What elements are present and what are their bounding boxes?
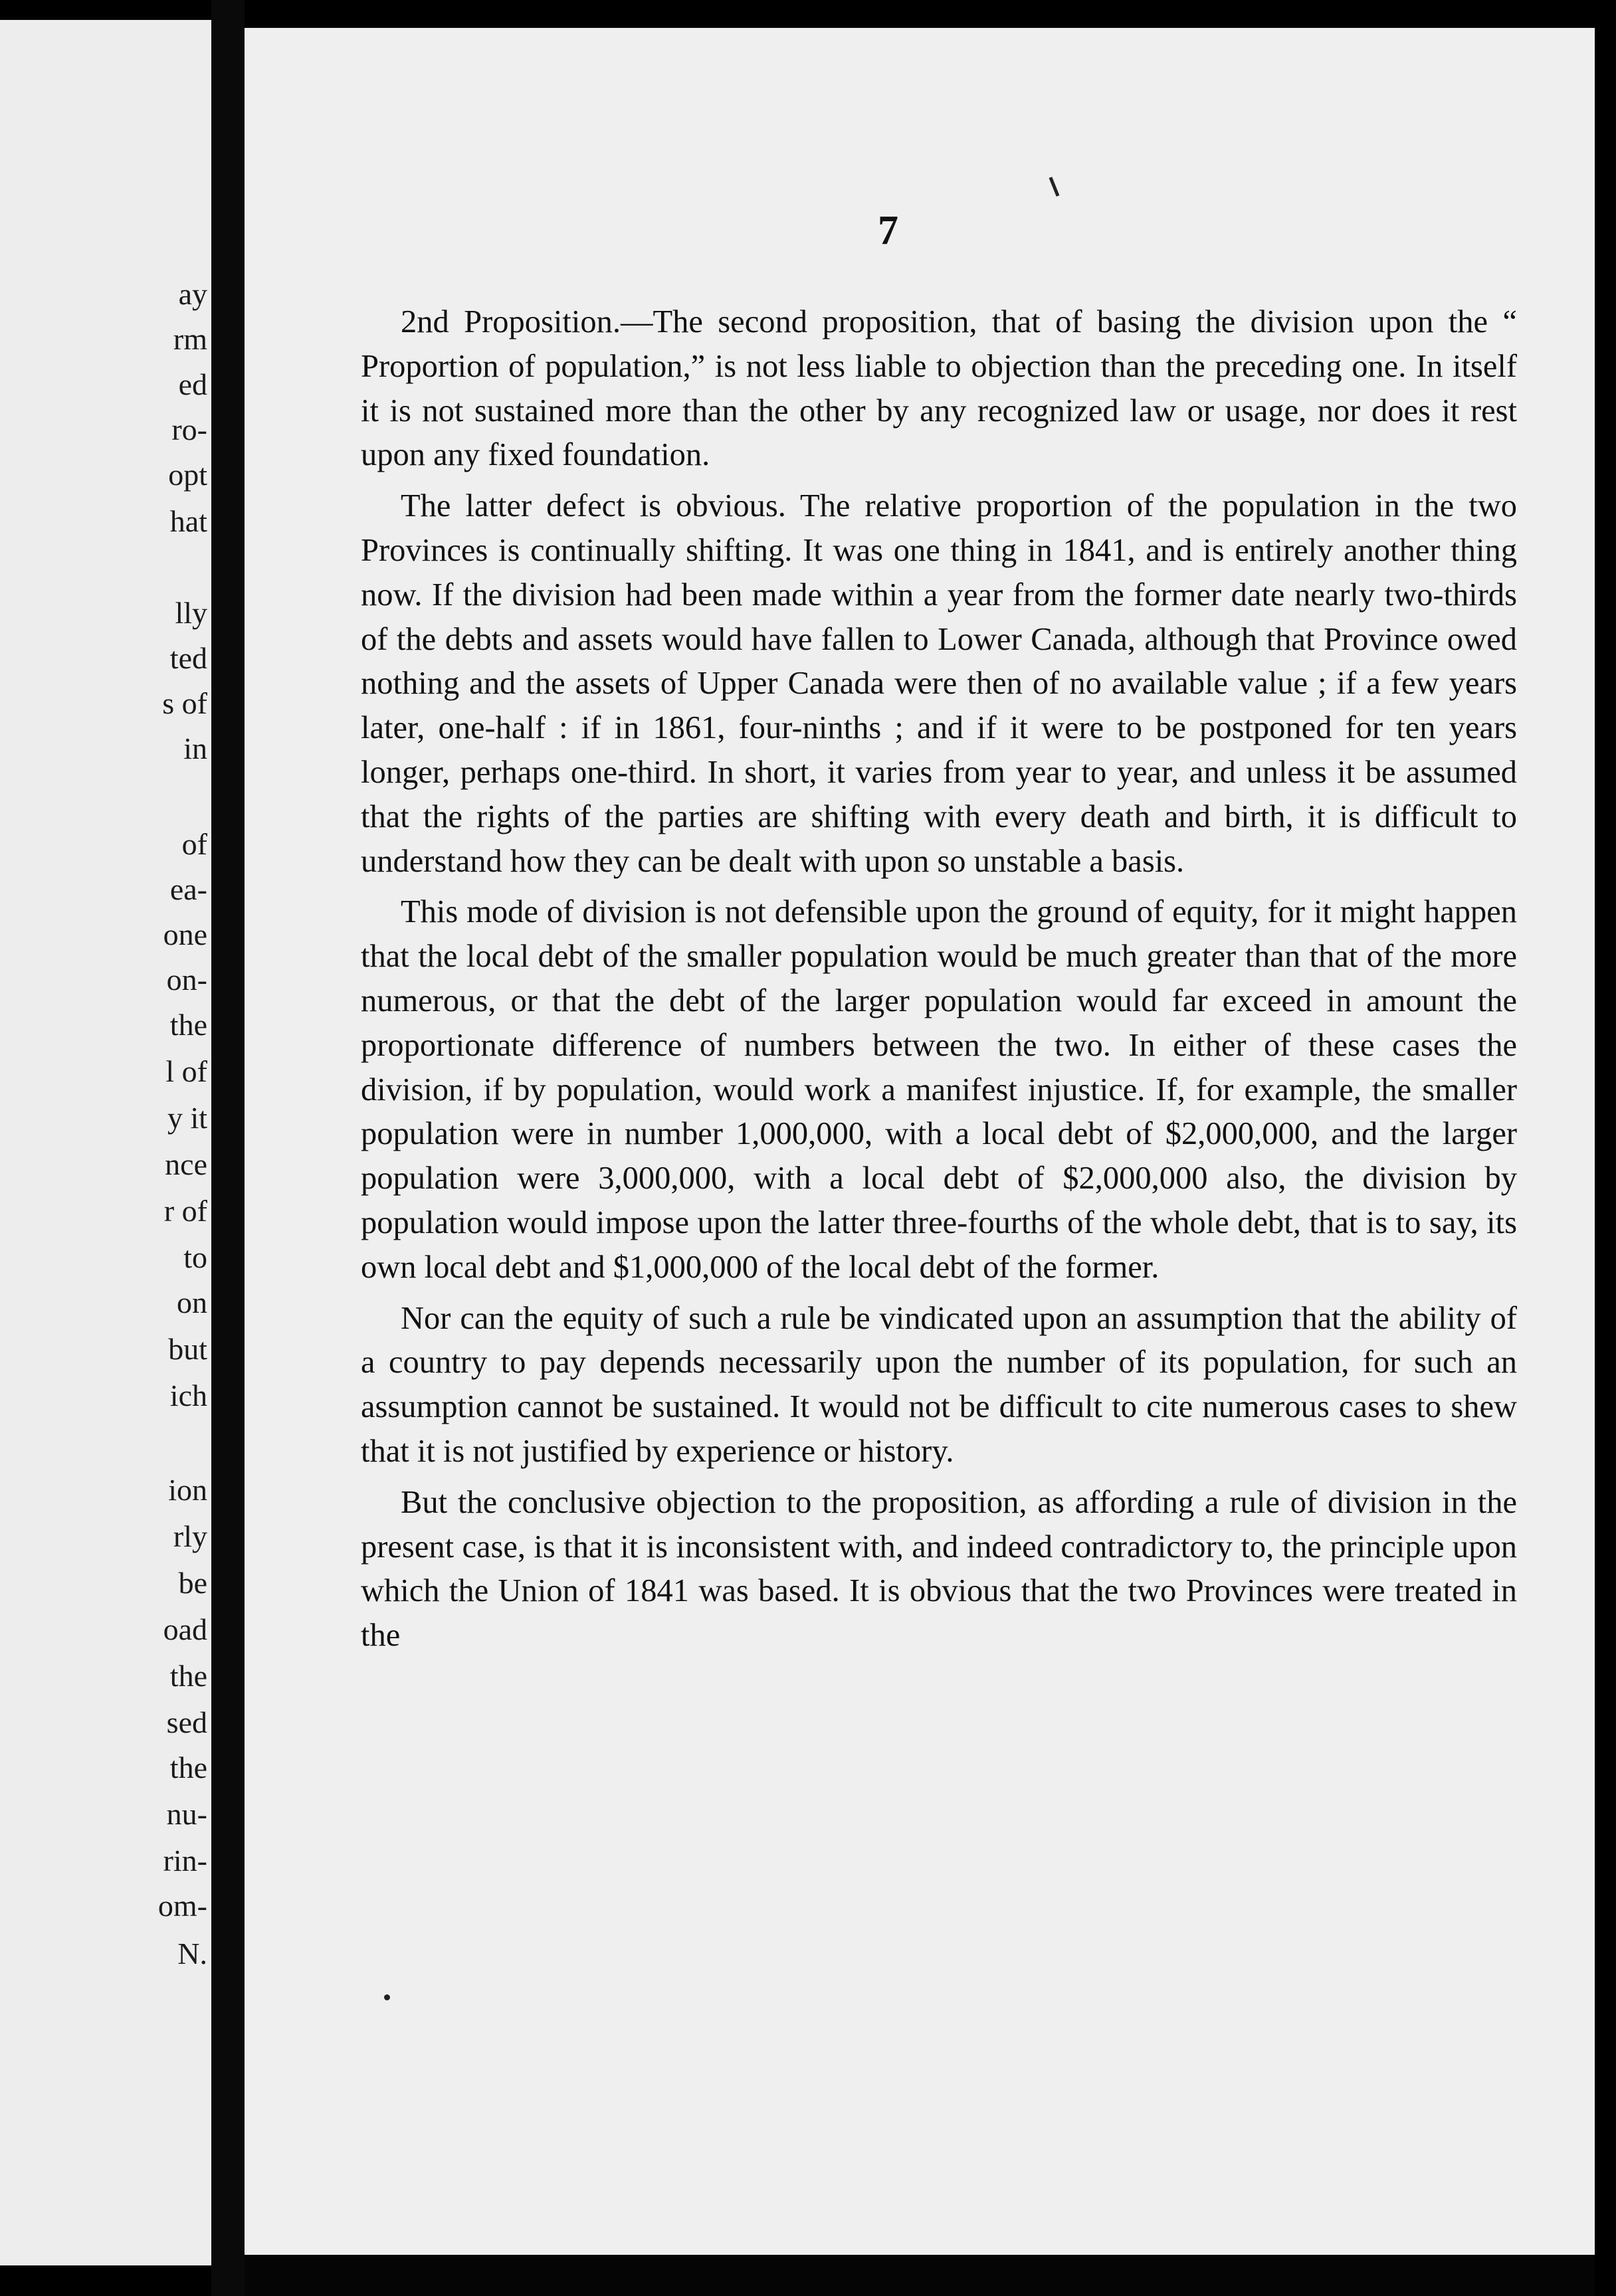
left-page-text-fragment: oad [163, 1612, 207, 1646]
paragraph-5: But the conclusive objection to the proposition, as affording a rule of division in the present case, is that it is inconsistent with, and indeed contradictory to, the principle upon which the Union of 1841 was based. It is obvious that the two Provinces were treated in the [361, 1484, 1517, 1654]
paragraph-3: This mode of division is not defensible upon the ground of equity, for it might happen that the local debt of the smaller population would be much greater than that of the more numerous, or that the debt of the larger population would far exceed in amount the proportionate difference of numbers between the two. In either of these cases the division, if by population, would work a manifest injustice. If, for example, the smaller population were in number 1,000,000, with a local debt of $2,000,000, and the larger population were 3,000,000, with a local debt of $2,000,000 also, the division by population would impose upon the latter three-fourths of the whole debt, that is to say, its own local debt and $1,000,000 of the local debt of the former. [361, 894, 1517, 1285]
page-gutter [211, 0, 245, 2296]
left-page-text-fragment: the [169, 1751, 207, 1784]
left-page-text-fragment: sed [166, 1705, 207, 1739]
left-page-text-fragment: r of [163, 1194, 207, 1228]
left-page-text-fragment: y it [167, 1101, 207, 1135]
left-page-fragment [0, 20, 211, 2265]
left-page-text-fragment: nu- [166, 1797, 207, 1831]
left-page-text-fragment: lly [175, 596, 207, 630]
left-page-text-fragment: ion [168, 1473, 207, 1507]
left-page-text-fragment: ro- [171, 413, 207, 446]
left-page-text-fragment: opt [168, 458, 207, 492]
left-page-text-fragment: rin- [163, 1844, 207, 1877]
left-page-text-fragment: ea- [169, 872, 207, 906]
scan-bottom-edge [245, 2255, 1595, 2296]
left-page-text-fragment: on- [166, 963, 207, 997]
left-page-text-fragment: N. [177, 1937, 207, 1970]
left-page-text-fragment: in [183, 731, 207, 765]
left-page-text-fragment: l of [165, 1054, 207, 1088]
left-page-text-fragment: hat [169, 504, 207, 538]
left-page-text-fragment: the [169, 1008, 207, 1042]
ink-mark [1049, 177, 1060, 197]
left-page-text-fragment: ay [178, 277, 207, 311]
left-page-text-fragment: ted [169, 641, 207, 675]
left-page-text-fragment: on [177, 1286, 207, 1319]
stray-dot [384, 1994, 390, 2000]
paragraph-4: Nor can the equity of such a rule be vindicated upon an assumption that the ability of a country to pay depends necessarily upon the number of its population, for such an assumption cannot be sustained. It would not be difficult to cite numerous cases to shew that it is not justified by experience or history. [361, 1300, 1517, 1469]
left-page-text-fragment: but [168, 1332, 207, 1366]
page-number: 7 [878, 208, 898, 253]
left-page-text-fragment: one [163, 917, 207, 951]
paragraph-2: The latter defect is obvious. The relative proportion of the population in the two Provinces is continually shifting. It was one thing in 1841, and is entirely another thing now. If the division had been made within a year from the former date nearly two-thirds of the debts and assets would have fallen to Lower Canada, although that Province owed nothing and the assets of Upper Canada were then of no available value ; if a few years later, one-half : if in 1861, four-ninths ; and if it were to be postponed for ten years longer, perhaps one-third. In short, it varies from year to year, and unless it be assumed that the rights of the parties are shifting with every death and birth, it is difficult to understand how they can be dealt with upon so unstable a basis. [361, 488, 1517, 879]
left-page-text-fragment: om- [157, 1889, 207, 1923]
body-text [361, 300, 1517, 1665]
paragraph-1: 2nd Proposition.—The second proposition, that of basing the division upon the “ Proportion of population,” is not less liable to objection than the preceding one. In itself it is not sustained more than the other by any recognized law or usage, nor does it rest upon any fixed foundation. [361, 304, 1517, 473]
left-page-text-fragment: the [169, 1659, 207, 1693]
left-page-text-fragment: nce [165, 1147, 207, 1181]
left-page-text-fragment: rly [173, 1519, 207, 1553]
left-page-text-fragment: ich [169, 1379, 207, 1412]
left-page-text-fragment: rm [173, 322, 207, 356]
right-page [245, 28, 1595, 2255]
left-page-text-fragment: s of [162, 686, 207, 720]
left-page-text-fragment: be [178, 1566, 207, 1600]
left-page-text-fragment: ed [178, 367, 207, 401]
left-page-text-fragment: of [181, 827, 207, 861]
left-page-text-fragment: to [183, 1240, 207, 1274]
